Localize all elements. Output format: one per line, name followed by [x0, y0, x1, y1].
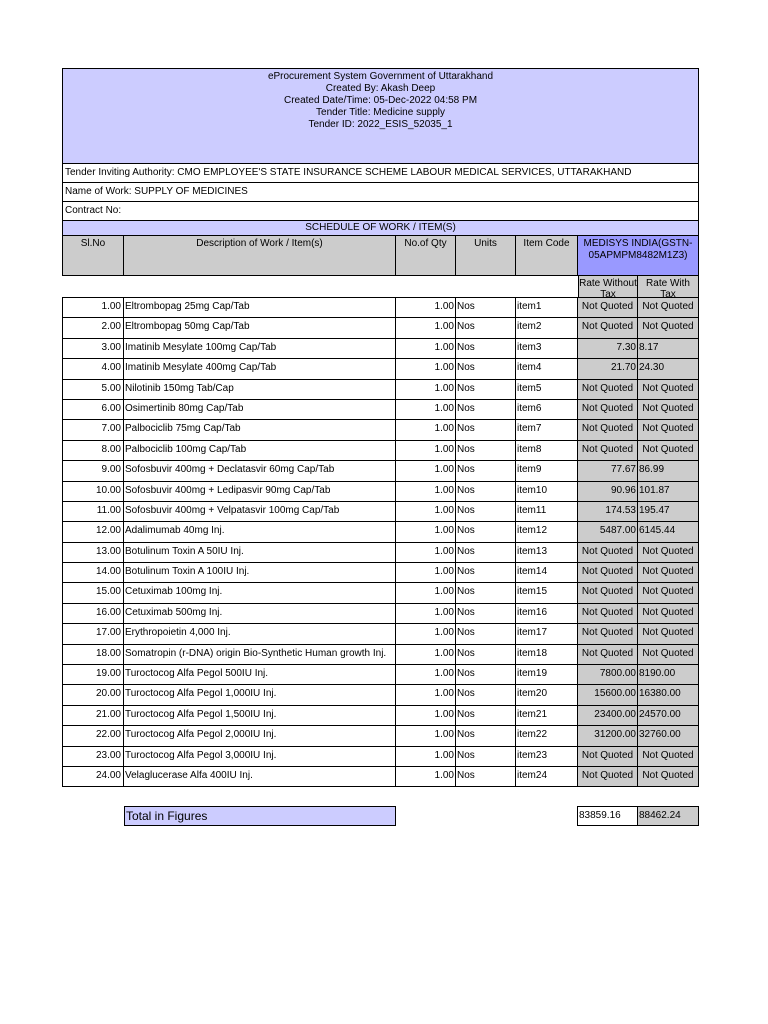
- tender-authority: Tender Inviting Authority: CMO EMPLOYEE'S STATE INSURANCE SCHEME LABOUR MEDICAL SERVICES, UTTARAKHAND: [62, 164, 699, 183]
- cell-item-code: item9: [516, 461, 578, 480]
- item-table-body: [62, 297, 699, 787]
- cell-item-code: item20: [516, 685, 578, 704]
- header-tender-id: Tender ID: 2022_ESIS_52035_1: [308, 119, 453, 130]
- cell-description: Turoctocog Alfa Pegol 1,000IU Inj.: [124, 685, 396, 704]
- cell-slno: 4.00: [62, 359, 124, 378]
- table-row: [62, 645, 699, 665]
- cell-slno: 8.00: [62, 441, 124, 460]
- cell-description: Osimertinib 80mg Cap/Tab: [124, 400, 396, 419]
- table-row: [62, 441, 699, 461]
- table-header: [62, 236, 699, 276]
- cell-item-code: item17: [516, 624, 578, 643]
- col-qty: No.of Qty: [396, 236, 456, 275]
- cell-description: Nilotinib 150mg Tab/Cap: [124, 380, 396, 399]
- cell-slno: 12.00: [62, 522, 124, 541]
- header-tender-title: Tender Title: Medicine supply: [316, 107, 445, 118]
- cell-item-code: item10: [516, 482, 578, 501]
- cell-rate-without-tax: Not Quoted: [578, 318, 638, 337]
- cell-rate-without-tax: Not Quoted: [578, 583, 638, 602]
- cell-units: Nos: [456, 604, 516, 623]
- cell-rate-with-tax: Not Quoted: [638, 624, 699, 643]
- col-slno: Sl.No: [62, 236, 124, 275]
- schedule-title: SCHEDULE OF WORK / ITEM(S): [62, 221, 699, 236]
- cell-item-code: item4: [516, 359, 578, 378]
- cell-units: Nos: [456, 645, 516, 664]
- table-row: [62, 318, 699, 338]
- cell-qty: 1.00: [396, 583, 456, 602]
- cell-item-code: item3: [516, 339, 578, 358]
- cell-units: Nos: [456, 339, 516, 358]
- cell-rate-without-tax: Not Quoted: [578, 441, 638, 460]
- cell-description: Turoctocog Alfa Pegol 2,000IU Inj.: [124, 726, 396, 745]
- cell-qty: 1.00: [396, 543, 456, 562]
- cell-slno: 23.00: [62, 747, 124, 766]
- col-rate-without-tax: Rate Without Tax: [579, 278, 637, 297]
- table-row: [62, 624, 699, 644]
- cell-rate-with-tax: 8.17: [638, 339, 699, 358]
- cell-rate-with-tax: 195.47: [638, 502, 699, 521]
- cell-rate-without-tax: 7800.00: [578, 665, 638, 684]
- cell-rate-without-tax: Not Quoted: [578, 543, 638, 562]
- cell-slno: 18.00: [62, 645, 124, 664]
- cell-slno: 22.00: [62, 726, 124, 745]
- cell-slno: 7.00: [62, 420, 124, 439]
- cell-rate-with-tax: 16380.00: [638, 685, 699, 704]
- cell-rate-with-tax: Not Quoted: [638, 767, 699, 786]
- cell-description: Imatinib Mesylate 100mg Cap/Tab: [124, 339, 396, 358]
- cell-description: Sofosbuvir 400mg + Declatasvir 60mg Cap/Tab: [124, 461, 396, 480]
- cell-rate-with-tax: 101.87: [638, 482, 699, 501]
- cell-rate-without-tax: 174.53: [578, 502, 638, 521]
- header-created-by: Created By: Akash Deep: [325, 83, 436, 94]
- cell-units: Nos: [456, 420, 516, 439]
- cell-description: Palbociclib 100mg Cap/Tab: [124, 441, 396, 460]
- cell-description: Botulinum Toxin A 100IU Inj.: [124, 563, 396, 582]
- cell-qty: 1.00: [396, 400, 456, 419]
- cell-rate-with-tax: 24570.00: [638, 706, 699, 725]
- cell-rate-without-tax: Not Quoted: [578, 380, 638, 399]
- cell-rate-without-tax: 5487.00: [578, 522, 638, 541]
- cell-description: Eltrombopag 25mg Cap/Tab: [124, 298, 396, 317]
- table-row: [62, 298, 699, 318]
- cell-description: Eltrombopag 50mg Cap/Tab: [124, 318, 396, 337]
- cell-qty: 1.00: [396, 318, 456, 337]
- cell-item-code: item13: [516, 543, 578, 562]
- cell-slno: 11.00: [62, 502, 124, 521]
- cell-units: Nos: [456, 665, 516, 684]
- document-header: [62, 68, 699, 164]
- total-label: Total in Figures: [124, 806, 396, 826]
- cell-rate-with-tax: Not Quoted: [638, 645, 699, 664]
- table-row: [62, 482, 699, 502]
- table-row: [62, 359, 699, 379]
- cell-slno: 13.00: [62, 543, 124, 562]
- col-vendor: MEDISYS INDIA(GSTN-05APMPM8482M1Z3): [578, 236, 699, 275]
- cell-item-code: item23: [516, 747, 578, 766]
- cell-rate-without-tax: 21.70: [578, 359, 638, 378]
- cell-item-code: item6: [516, 400, 578, 419]
- cell-rate-without-tax: 7.30: [578, 339, 638, 358]
- cell-qty: 1.00: [396, 563, 456, 582]
- cell-qty: 1.00: [396, 665, 456, 684]
- cell-rate-with-tax: Not Quoted: [638, 318, 699, 337]
- cell-description: Botulinum Toxin A 50IU Inj.: [124, 543, 396, 562]
- cell-item-code: item12: [516, 522, 578, 541]
- cell-item-code: item8: [516, 441, 578, 460]
- cell-rate-with-tax: 8190.00: [638, 665, 699, 684]
- cell-item-code: item22: [516, 726, 578, 745]
- cell-rate-with-tax: Not Quoted: [638, 543, 699, 562]
- cell-item-code: item7: [516, 420, 578, 439]
- cell-item-code: item2: [516, 318, 578, 337]
- cell-item-code: item5: [516, 380, 578, 399]
- cell-item-code: item1: [516, 298, 578, 317]
- cell-qty: 1.00: [396, 441, 456, 460]
- cell-rate-without-tax: 23400.00: [578, 706, 638, 725]
- cell-description: Imatinib Mesylate 400mg Cap/Tab: [124, 359, 396, 378]
- cell-qty: 1.00: [396, 482, 456, 501]
- table-row: [62, 420, 699, 440]
- cell-item-code: item19: [516, 665, 578, 684]
- cell-rate-with-tax: Not Quoted: [638, 400, 699, 419]
- header-system-name: eProcurement System Government of Uttarakhand: [267, 71, 494, 82]
- cell-units: Nos: [456, 583, 516, 602]
- cell-description: Palbociclib 75mg Cap/Tab: [124, 420, 396, 439]
- cell-slno: 16.00: [62, 604, 124, 623]
- cell-rate-with-tax: Not Quoted: [638, 380, 699, 399]
- cell-item-code: item24: [516, 767, 578, 786]
- cell-rate-without-tax: 15600.00: [578, 685, 638, 704]
- cell-qty: 1.00: [396, 339, 456, 358]
- cell-slno: 21.00: [62, 706, 124, 725]
- cell-slno: 6.00: [62, 400, 124, 419]
- cell-units: Nos: [456, 624, 516, 643]
- cell-rate-without-tax: 77.67: [578, 461, 638, 480]
- col-item-code: Item Code: [516, 236, 578, 275]
- cell-slno: 5.00: [62, 380, 124, 399]
- cell-item-code: item16: [516, 604, 578, 623]
- cell-qty: 1.00: [396, 685, 456, 704]
- table-row: [62, 502, 699, 522]
- header-created-date: Created Date/Time: 05-Dec-2022 04:58 PM: [283, 95, 478, 106]
- cell-slno: 2.00: [62, 318, 124, 337]
- total-without-tax: 83859.16: [577, 806, 638, 826]
- table-row: [62, 339, 699, 359]
- cell-qty: 1.00: [396, 747, 456, 766]
- table-row: [62, 665, 699, 685]
- boq-sheet: [62, 68, 699, 787]
- table-row: [62, 400, 699, 420]
- cell-description: Sofosbuvir 400mg + Velpatasvir 100mg Cap/Tab: [124, 502, 396, 521]
- cell-rate-without-tax: Not Quoted: [578, 420, 638, 439]
- cell-qty: 1.00: [396, 502, 456, 521]
- cell-item-code: item14: [516, 563, 578, 582]
- cell-qty: 1.00: [396, 706, 456, 725]
- cell-item-code: item18: [516, 645, 578, 664]
- cell-units: Nos: [456, 298, 516, 317]
- cell-units: Nos: [456, 441, 516, 460]
- table-row: [62, 767, 699, 787]
- cell-rate-with-tax: Not Quoted: [638, 747, 699, 766]
- table-row: [62, 604, 699, 624]
- cell-qty: 1.00: [396, 726, 456, 745]
- cell-units: Nos: [456, 767, 516, 786]
- cell-rate-without-tax: Not Quoted: [578, 767, 638, 786]
- cell-description: Cetuximab 500mg Inj.: [124, 604, 396, 623]
- cell-rate-without-tax: 90.96: [578, 482, 638, 501]
- cell-qty: 1.00: [396, 624, 456, 643]
- cell-slno: 14.00: [62, 563, 124, 582]
- table-row: [62, 543, 699, 563]
- cell-units: Nos: [456, 685, 516, 704]
- cell-description: Erythropoietin 4,000 Inj.: [124, 624, 396, 643]
- cell-rate-without-tax: Not Quoted: [578, 604, 638, 623]
- cell-units: Nos: [456, 400, 516, 419]
- cell-rate-without-tax: Not Quoted: [578, 645, 638, 664]
- cell-description: Turoctocog Alfa Pegol 500IU Inj.: [124, 665, 396, 684]
- cell-slno: 1.00: [62, 298, 124, 317]
- cell-units: Nos: [456, 522, 516, 541]
- cell-units: Nos: [456, 380, 516, 399]
- cell-rate-with-tax: Not Quoted: [638, 441, 699, 460]
- rate-subheader: [62, 276, 699, 297]
- cell-slno: 24.00: [62, 767, 124, 786]
- cell-slno: 10.00: [62, 482, 124, 501]
- cell-description: Sofosbuvir 400mg + Ledipasvir 90mg Cap/Tab: [124, 482, 396, 501]
- col-rate-with-tax: Rate With Tax: [638, 276, 699, 297]
- cell-slno: 9.00: [62, 461, 124, 480]
- cell-rate-with-tax: Not Quoted: [638, 298, 699, 317]
- contract-no: Contract No:: [62, 202, 699, 221]
- cell-rate-with-tax: Not Quoted: [638, 563, 699, 582]
- cell-units: Nos: [456, 482, 516, 501]
- table-row: [62, 726, 699, 746]
- cell-rate-with-tax: 6145.44: [638, 522, 699, 541]
- cell-item-code: item15: [516, 583, 578, 602]
- cell-qty: 1.00: [396, 522, 456, 541]
- cell-units: Nos: [456, 747, 516, 766]
- cell-qty: 1.00: [396, 380, 456, 399]
- col-units: Units: [456, 236, 516, 275]
- cell-qty: 1.00: [396, 298, 456, 317]
- cell-qty: 1.00: [396, 359, 456, 378]
- cell-rate-with-tax: Not Quoted: [638, 420, 699, 439]
- cell-slno: 3.00: [62, 339, 124, 358]
- cell-units: Nos: [456, 502, 516, 521]
- cell-qty: 1.00: [396, 461, 456, 480]
- cell-qty: 1.00: [396, 645, 456, 664]
- cell-rate-without-tax: Not Quoted: [578, 563, 638, 582]
- cell-qty: 1.00: [396, 604, 456, 623]
- cell-units: Nos: [456, 543, 516, 562]
- cell-rate-with-tax: Not Quoted: [638, 583, 699, 602]
- cell-qty: 1.00: [396, 767, 456, 786]
- cell-slno: 19.00: [62, 665, 124, 684]
- table-row: [62, 563, 699, 583]
- cell-item-code: item11: [516, 502, 578, 521]
- cell-item-code: item21: [516, 706, 578, 725]
- cell-rate-with-tax: Not Quoted: [638, 604, 699, 623]
- cell-qty: 1.00: [396, 420, 456, 439]
- cell-description: Somatropin (r-DNA) origin Bio-Synthetic Human growth Inj.: [124, 645, 396, 664]
- total-with-tax: 88462.24: [637, 806, 699, 826]
- table-row: [62, 583, 699, 603]
- cell-units: Nos: [456, 726, 516, 745]
- table-row: [62, 706, 699, 726]
- cell-description: Cetuximab 100mg Inj.: [124, 583, 396, 602]
- cell-slno: 17.00: [62, 624, 124, 643]
- cell-description: Velaglucerase Alfa 400IU Inj.: [124, 767, 396, 786]
- cell-rate-with-tax: 24.30: [638, 359, 699, 378]
- cell-units: Nos: [456, 318, 516, 337]
- cell-slno: 20.00: [62, 685, 124, 704]
- cell-description: Turoctocog Alfa Pegol 3,000IU Inj.: [124, 747, 396, 766]
- cell-rate-without-tax: Not Quoted: [578, 400, 638, 419]
- cell-units: Nos: [456, 563, 516, 582]
- table-row: [62, 747, 699, 767]
- cell-slno: 15.00: [62, 583, 124, 602]
- cell-rate-without-tax: Not Quoted: [578, 747, 638, 766]
- col-description: Description of Work / Item(s): [124, 236, 396, 275]
- cell-units: Nos: [456, 706, 516, 725]
- table-row: [62, 380, 699, 400]
- cell-rate-with-tax: 86.99: [638, 461, 699, 480]
- cell-rate-without-tax: Not Quoted: [578, 624, 638, 643]
- table-row: [62, 461, 699, 481]
- name-of-work: Name of Work: SUPPLY OF MEDICINES: [62, 183, 699, 202]
- table-row: [62, 522, 699, 542]
- cell-rate-with-tax: 32760.00: [638, 726, 699, 745]
- cell-description: Adalimumab 40mg Inj.: [124, 522, 396, 541]
- cell-rate-without-tax: 31200.00: [578, 726, 638, 745]
- cell-description: Turoctocog Alfa Pegol 1,500IU Inj.: [124, 706, 396, 725]
- table-row: [62, 685, 699, 705]
- cell-units: Nos: [456, 359, 516, 378]
- cell-rate-without-tax: Not Quoted: [578, 298, 638, 317]
- cell-units: Nos: [456, 461, 516, 480]
